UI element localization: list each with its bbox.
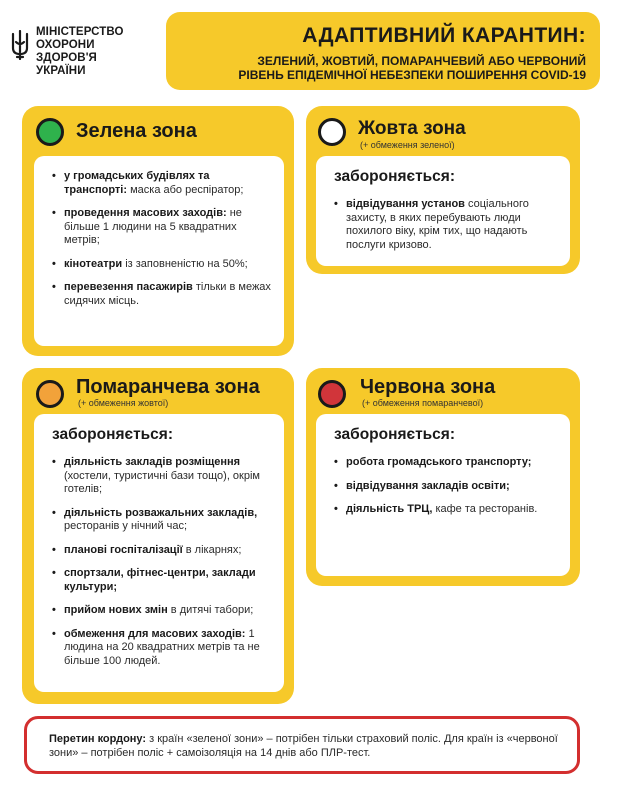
list-item <box>52 567 276 594</box>
list-item <box>52 507 276 534</box>
item-bold: діяльність розважальних закладів, <box>64 506 258 519</box>
item-bold: відвідування установ <box>346 198 465 210</box>
orange-zone-content <box>34 414 284 692</box>
yellow-zone-card <box>306 106 580 274</box>
subtitle-line: РІВЕНЬ ЕПІДЕМІЧНОЇ НЕБЕЗПЕКИ ПОШИРЕННЯ COVID-19 <box>238 68 586 82</box>
forbidden-heading: забороняється: <box>334 168 456 185</box>
ministry-logo <box>10 24 150 94</box>
item-text: із заповненістю на 50%; <box>122 257 248 270</box>
green-zone-content <box>34 156 284 346</box>
list-item <box>52 258 274 272</box>
red-zone-list <box>334 456 560 517</box>
item-text: ресторанів у нічний час; <box>64 520 188 532</box>
list-item <box>52 604 276 618</box>
item-bold: прийом нових змін <box>64 604 168 616</box>
item-bold: обмеження для масових заходів: <box>64 627 246 640</box>
page-title: АДАПТИВНИЙ КАРАНТИН: <box>302 24 586 47</box>
ministry-line: ОХОРОНИ <box>36 39 95 51</box>
ministry-line: ЗДОРОВ'Я <box>36 52 97 64</box>
item-bold: відвідування закладів освіти; <box>346 479 510 492</box>
item-bold: у громадських будівлях та транспорті: <box>64 170 210 196</box>
item-text: в дитячі табори; <box>167 604 254 616</box>
red-circle-icon <box>318 380 346 408</box>
trident-icon <box>10 30 30 60</box>
yellow-circle-icon <box>318 118 346 146</box>
item-bold: перевезення пасажирів <box>64 281 193 293</box>
list-item <box>334 503 560 517</box>
subtitle-line: ЗЕЛЕНИЙ, ЖОВТИЙ, ПОМАРАНЧЕВИЙ АБО ЧЕРВОНИЙ <box>257 54 586 68</box>
green-zone-title: Зелена зона <box>76 120 197 142</box>
list-item <box>334 198 560 252</box>
list-item <box>334 456 560 470</box>
ministry-line: МІНІСТЕРСТВО <box>36 26 124 38</box>
red-zone-content <box>316 414 570 576</box>
item-bold: проведення масових заходів: <box>64 207 227 219</box>
list-item <box>52 456 276 497</box>
item-text: не більше 1 людини на 5 квадратних метрів; <box>64 207 242 246</box>
orange-zone-subtitle: (+ обмеження жовтої) <box>78 398 169 408</box>
orange-zone-list <box>52 456 276 668</box>
ministry-line: УКРАЇНИ <box>36 65 86 77</box>
red-zone-subtitle: (+ обмеження помаранчевої) <box>362 398 484 408</box>
forbidden-heading: забороняється: <box>334 426 456 443</box>
header-banner <box>166 12 600 90</box>
yellow-zone-title: Жовта зона <box>358 118 466 139</box>
item-text: в лікарнях; <box>182 543 242 556</box>
yellow-zone-content <box>316 156 570 266</box>
ministry-name <box>36 26 124 78</box>
orange-zone-card <box>22 368 294 704</box>
red-zone-title: Червона зона <box>360 376 496 398</box>
list-item <box>52 544 276 558</box>
item-bold: спортзали, фітнес-центри, заклади культури; <box>64 567 256 593</box>
item-bold: діяльність закладів розміщення <box>64 456 241 468</box>
list-item <box>334 480 560 494</box>
border-crossing-label: Перетин кордону: <box>49 733 147 745</box>
list-item <box>52 170 274 197</box>
item-text: кафе та ресторанів. <box>432 503 538 515</box>
item-bold: діяльність ТРЦ, <box>346 503 433 515</box>
yellow-zone-list <box>334 198 560 252</box>
item-bold: кінотеатри <box>64 257 123 270</box>
orange-zone-title: Помаранчева зона <box>76 376 260 398</box>
list-item <box>52 207 274 248</box>
border-crossing-note <box>24 716 580 774</box>
item-text: соціального захисту, в яких перебувають люди похилого віку, крім тих, що надають послуги кризово. <box>346 198 529 251</box>
item-text: маска або респіратор; <box>127 183 244 196</box>
orange-circle-icon <box>36 380 64 408</box>
yellow-zone-subtitle: (+ обмеження зеленої) <box>360 140 455 150</box>
green-zone-list <box>52 170 274 308</box>
green-zone-card <box>22 106 294 356</box>
border-crossing-text: з країн «зеленої зони» – потрібен тільки страховий поліс. Для країн із «червоної зони» – потрібен поліс + самоізоляція на 14 днів або ПЛР-тест. <box>49 733 558 759</box>
page-subtitle <box>176 54 586 82</box>
red-zone-card <box>306 368 580 586</box>
item-text: (хостели, туристичні бази тощо), окрім готелів; <box>64 469 260 495</box>
list-item <box>52 281 274 308</box>
list-item <box>52 628 276 669</box>
item-text: тільки в межах сидячих місць. <box>64 281 271 307</box>
green-circle-icon <box>36 118 64 146</box>
item-bold: робота громадського транспорту; <box>346 456 532 468</box>
forbidden-heading: забороняється: <box>52 426 174 443</box>
item-bold: планові госпіталізації <box>64 543 183 556</box>
item-text: 1 людина на 20 квадратних метрів та не більше 100 людей. <box>64 627 260 667</box>
